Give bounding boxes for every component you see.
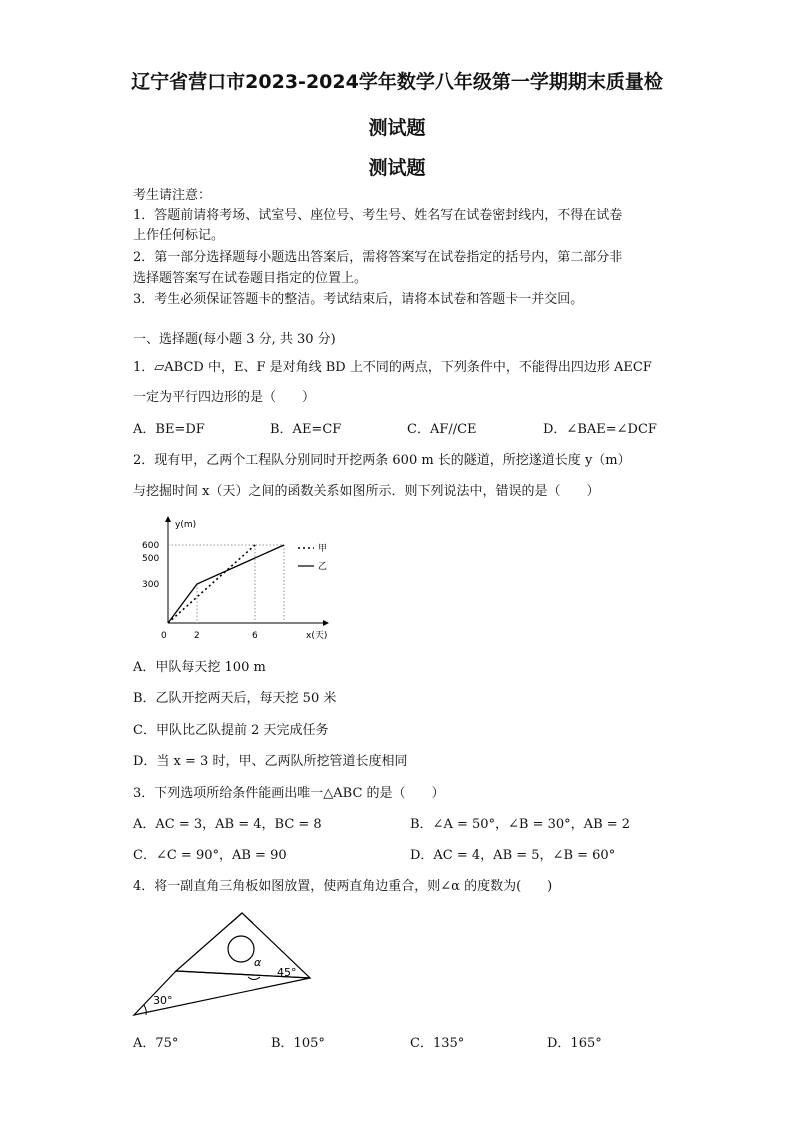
guide-lines xyxy=(168,545,284,623)
q2-option-c[interactable]: C．甲队比乙队提前 2 天完成任务 xyxy=(133,723,329,738)
angle-45-label: 45° xyxy=(277,966,297,979)
q3-option-d[interactable]: D．AC = 4，AB = 5，∠B = 60° xyxy=(410,848,616,863)
page-subtitle: 测试题 xyxy=(368,157,426,179)
q4-option-a[interactable]: A．75° xyxy=(133,1036,179,1051)
q4-stem: 4．将一副直角三角板如图放置，使两直角边重合，则∠α 的度数为( ) xyxy=(133,879,553,894)
q4-option-b[interactable]: B．105° xyxy=(271,1036,325,1051)
q1-stem-cont: 一定为平行四边形的是（ ） xyxy=(133,390,316,405)
q3-stem: 3．下列选项所给条件能画出唯一△ABC 的是（ ） xyxy=(133,786,445,801)
y-axis-arrow xyxy=(165,516,171,522)
right-angle-mark xyxy=(231,913,253,923)
page-title-line2: 测试题 xyxy=(368,117,426,139)
notice-item-1-cont: 上作任何标记。 xyxy=(133,228,225,243)
y-tick-label: 600 xyxy=(142,541,160,551)
legend-label-jia: 甲 xyxy=(318,544,328,554)
q2-stem: 2．现有甲，乙两个工程队分别同时开挖两条 600 m 长的隧道，所挖遂道长度 y（m） xyxy=(133,453,631,468)
alpha-arc xyxy=(248,977,260,980)
q3-option-b[interactable]: B．∠A = 50°，∠B = 30°，AB = 2 xyxy=(410,817,631,832)
q2-option-a[interactable]: A．甲队每天挖 100 m xyxy=(133,660,266,675)
q2-option-d[interactable]: D．当 x = 3 时，甲、乙两队所挖管道长度相同 xyxy=(133,754,408,769)
notice-item-2: 2．第一部分选择题每小题选出答案后，需将答案写在试卷指定的括号内，第二部分非 xyxy=(133,250,623,265)
q1-option-b[interactable]: B．AE=CF xyxy=(270,422,342,437)
x-tick-label: 6 xyxy=(252,631,258,641)
q1-option-a[interactable]: A．BE=DF xyxy=(133,422,205,437)
series-yi-line xyxy=(168,545,284,623)
alpha-label: α xyxy=(254,956,262,969)
y-tick-label: 500 xyxy=(142,554,160,564)
notice-item-2-cont: 选择题答案写在试卷题目指定的位置上。 xyxy=(133,271,368,286)
series-lines xyxy=(168,545,284,623)
section-heading: 一、选择题(每小题 3 分, 共 30 分) xyxy=(133,332,336,347)
notice-heading: 考生请注意： xyxy=(133,188,212,203)
q1-stem: 1．▱ABCD 中，E、F 是对角线 BD 上不同的两点，下列条件中，不能得出四边形 AECF xyxy=(133,360,652,375)
page-title: 辽宁省营口市2023-2024学年数学八年级第一学期期末质量检 xyxy=(131,71,663,93)
y-tick-label: 300 xyxy=(142,580,160,590)
q2-stem-cont: 与挖掘时间 x（天）之间的函数关系如图所示．则下列说法中，错误的是（ ） xyxy=(133,484,600,499)
q3-option-c[interactable]: C．∠C = 90°，AB = 90 xyxy=(133,848,287,863)
q4-option-d[interactable]: D．165° xyxy=(547,1036,602,1051)
angle-30-label: 30° xyxy=(153,994,173,1007)
q4-triangle-figure xyxy=(130,906,320,1020)
x-tick-label: 2 xyxy=(194,631,200,641)
tick-labels xyxy=(142,541,258,641)
notice-item-3: 3．考生必须保证答题卡的整洁。考试结束后，请将本试卷和答题卡一并交回。 xyxy=(133,292,584,307)
q1-option-c[interactable]: C．AF//CE xyxy=(407,422,477,437)
origin-label: 0 xyxy=(161,631,167,641)
triangle-hole xyxy=(228,936,254,962)
y-axis-label: y(m) xyxy=(175,520,197,530)
series-jia-line xyxy=(168,545,255,623)
q2-graph xyxy=(140,512,340,650)
q1-option-d[interactable]: D．∠BAE=∠DCF xyxy=(543,422,657,437)
notice-item-1: 1．答题前请将考场、试室号、座位号、考生号、姓名写在试卷密封线内，不得在试卷 xyxy=(133,208,623,223)
angle-30-arc xyxy=(144,1005,146,1015)
q3-option-a[interactable]: A．AC = 3，AB = 4，BC = 8 xyxy=(133,817,322,832)
q2-option-b[interactable]: B．乙队开挖两天后，每天挖 50 米 xyxy=(133,691,337,706)
x-axis-label: x(天) xyxy=(306,631,328,641)
x-axis-arrow xyxy=(323,620,329,626)
legend-label-yi: 乙 xyxy=(318,562,328,572)
q4-option-c[interactable]: C．135° xyxy=(410,1036,465,1051)
